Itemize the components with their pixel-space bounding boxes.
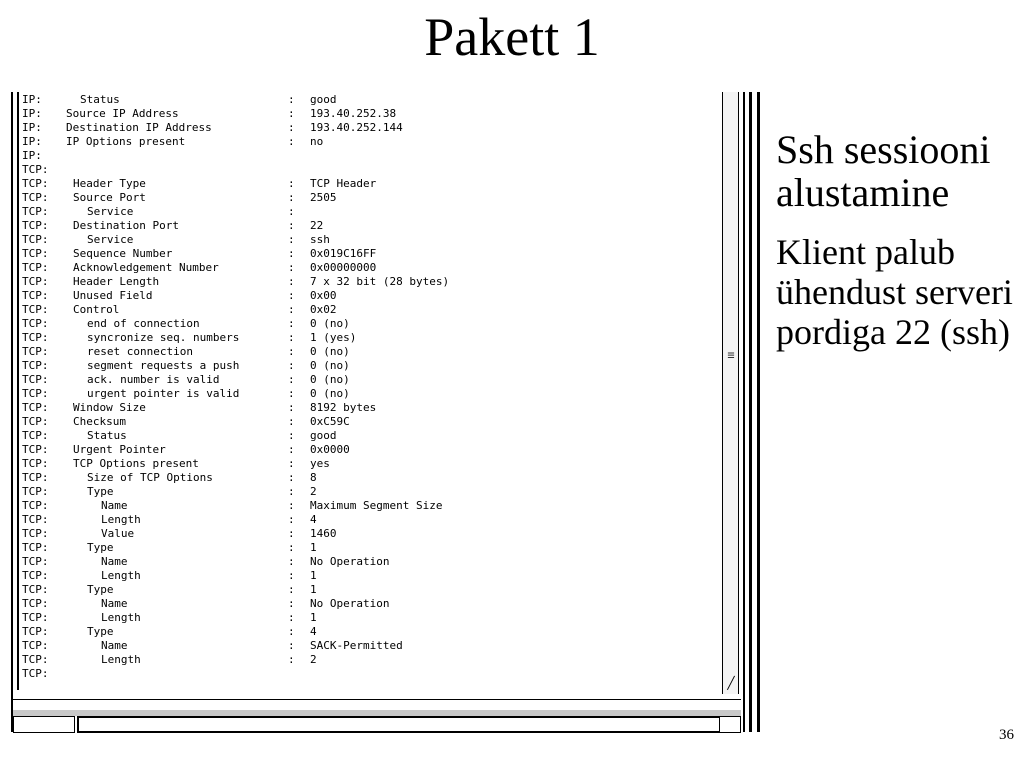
packet-row-field: Header Length (73, 275, 160, 288)
packet-row[interactable] (22, 597, 719, 611)
packet-row[interactable] (22, 667, 719, 681)
packet-row-layer: TCP: (22, 667, 49, 680)
packet-row-field: segment requests a push (87, 359, 240, 372)
packet-row-layer: TCP: (22, 443, 49, 456)
packet-row-field: Window Size (73, 401, 146, 414)
packet-row[interactable] (22, 303, 719, 317)
packet-row-layer: TCP: (22, 177, 49, 190)
packet-row-field: Urgent Pointer (73, 443, 166, 456)
packet-row-layer: TCP: (22, 345, 49, 358)
packet-row-separator: : (288, 135, 295, 148)
packet-row-field: Length (101, 611, 141, 624)
packet-row-separator: : (288, 177, 295, 190)
packet-row-separator: : (288, 429, 295, 442)
packet-row-field: IP Options present (66, 135, 186, 148)
packet-row[interactable] (22, 247, 719, 261)
packet-row-value: 0 (no) (310, 373, 350, 386)
packet-row-field: urgent pointer is valid (87, 387, 240, 400)
packet-row-layer: TCP: (22, 639, 49, 652)
packet-row-layer: TCP: (22, 331, 49, 344)
packet-row[interactable] (22, 107, 719, 121)
packet-row[interactable] (22, 625, 719, 639)
packet-row-field: Status (87, 429, 127, 442)
page-number: 36 (999, 727, 1014, 743)
packet-row[interactable] (22, 205, 719, 219)
packet-row[interactable] (22, 149, 719, 163)
packet-row-layer: IP: (22, 149, 42, 162)
packet-row-layer: TCP: (22, 359, 49, 372)
packet-row-field: Destination IP Address (66, 121, 212, 134)
packet-row-field: Source Port (73, 191, 146, 204)
packet-row-separator: : (288, 569, 295, 582)
packet-row-separator: : (288, 401, 295, 414)
packet-row-separator: : (288, 555, 295, 568)
status-field-main[interactable] (77, 716, 741, 733)
packet-row-separator: : (288, 653, 295, 666)
packet-row[interactable] (22, 415, 719, 429)
packet-row-value: 0x00 (310, 289, 337, 302)
packet-row-layer: TCP: (22, 597, 49, 610)
packet-row[interactable] (22, 513, 719, 527)
packet-row-separator: : (288, 457, 295, 470)
packet-row[interactable] (22, 611, 719, 625)
packet-row-layer: TCP: (22, 611, 49, 624)
packet-row-layer: TCP: (22, 555, 49, 568)
packet-row-layer: TCP: (22, 401, 49, 414)
packet-row-field: end of connection (87, 317, 200, 330)
packet-row-field: Length (101, 653, 141, 666)
packet-row-layer: TCP: (22, 219, 49, 232)
packet-row-separator: : (288, 639, 295, 652)
packet-row-field: Type (87, 485, 114, 498)
side-heading: Ssh sessiooni alustamine (776, 127, 991, 215)
packet-row-field: Source IP Address (66, 107, 179, 120)
packet-row-value: 22 (310, 219, 324, 232)
packet-row-value: 1 (yes) (310, 331, 357, 344)
packet-row-value: 1460 (310, 527, 337, 540)
packet-row-layer: TCP: (22, 373, 49, 386)
packet-row-value: No Operation (310, 555, 390, 568)
packet-row[interactable] (22, 387, 719, 401)
packet-row[interactable] (22, 177, 719, 191)
packet-row-separator: : (288, 415, 295, 428)
status-field-left[interactable] (13, 716, 75, 733)
packet-row-field: Service (87, 233, 134, 246)
packet-row-value: 2 (310, 485, 317, 498)
packet-row-separator: : (288, 275, 295, 288)
packet-row-value: 1 (310, 611, 317, 624)
packet-row-layer: TCP: (22, 247, 49, 260)
packet-row-value: good (310, 93, 337, 106)
packet-row-field: Header Type (73, 177, 146, 190)
packet-row-separator: : (288, 261, 295, 274)
packet-row-layer: TCP: (22, 513, 49, 526)
packet-row-separator: : (288, 373, 295, 386)
packet-row-separator: : (288, 317, 295, 330)
packet-decoder-window (11, 92, 762, 732)
packet-row-layer: TCP: (22, 191, 49, 204)
packet-row-value: good (310, 429, 337, 442)
packet-row-value: 0 (no) (310, 345, 350, 358)
packet-row-field: Name (101, 597, 128, 610)
packet-row[interactable] (22, 93, 719, 107)
packet-row-value: 8192 bytes (310, 401, 377, 414)
packet-row-separator: : (288, 205, 295, 218)
packet-row-value: 7 x 32 bit (28 bytes) (310, 275, 450, 288)
packet-row-layer: TCP: (22, 541, 49, 554)
slide-notes (776, 128, 1016, 352)
packet-row-layer: TCP: (22, 163, 49, 176)
packet-row-value: Maximum Segment Size (310, 499, 443, 512)
packet-row-value: 0 (no) (310, 359, 350, 372)
packet-row-layer: IP: (22, 135, 42, 148)
packet-row[interactable] (22, 443, 719, 457)
packet-row-value: 0 (no) (310, 387, 350, 400)
packet-row-separator: : (288, 527, 295, 540)
packet-row-layer: TCP: (22, 457, 49, 470)
packet-row-field: Name (101, 499, 128, 512)
packet-row-value: 2505 (310, 191, 337, 204)
packet-row-value: 1 (310, 569, 317, 582)
packet-row-layer: TCP: (22, 387, 49, 400)
packet-row[interactable] (22, 471, 719, 485)
packet-row[interactable] (22, 555, 719, 569)
packet-row-field: TCP Options present (73, 457, 199, 470)
packet-row-value: ssh (310, 233, 330, 246)
packet-row-separator: : (288, 443, 295, 456)
packet-detail-pane[interactable] (22, 92, 719, 688)
packet-row-layer: TCP: (22, 429, 49, 442)
packet-row-separator: : (288, 583, 295, 596)
packet-row-value: 193.40.252.38 (310, 107, 397, 120)
packet-row-separator: : (288, 471, 295, 484)
packet-row-field: ack. number is valid (87, 373, 220, 386)
packet-row-field: Checksum (73, 415, 126, 428)
packet-row-field: Service (87, 205, 134, 218)
packet-row[interactable] (22, 289, 719, 303)
packet-row[interactable] (22, 317, 719, 331)
packet-row[interactable] (22, 639, 719, 653)
packet-row-separator: : (288, 303, 295, 316)
packet-row[interactable] (22, 457, 719, 471)
packet-row-layer: IP: (22, 93, 42, 106)
packet-row-layer: TCP: (22, 303, 49, 316)
status-field-right[interactable] (719, 716, 741, 733)
packet-row-layer: TCP: (22, 625, 49, 638)
packet-row-separator: : (288, 93, 295, 106)
packet-row-field: syncronize seq. numbers (87, 331, 240, 344)
packet-row[interactable] (22, 583, 719, 597)
packet-row-separator: : (288, 191, 295, 204)
packet-row-field: Type (87, 583, 114, 596)
packet-row-separator: : (288, 541, 295, 554)
packet-row-separator: : (288, 121, 295, 134)
packet-row[interactable] (22, 261, 719, 275)
packet-row-field: Sequence Number (73, 247, 173, 260)
window-frame-right-2 (749, 92, 752, 732)
packet-row-value: 0x00000000 (310, 261, 377, 274)
slide-title: Pakett 1 (424, 7, 600, 67)
packet-row-field: Unused Field (73, 289, 153, 302)
packet-row[interactable] (22, 275, 719, 289)
packet-row-value: yes (310, 457, 330, 470)
packet-row-layer: TCP: (22, 471, 49, 484)
packet-row-field: Name (101, 639, 128, 652)
packet-row-layer: TCP: (22, 233, 49, 246)
packet-row-separator: : (288, 359, 295, 372)
packet-row-field: Acknowledgement Number (73, 261, 219, 274)
packet-row-layer: TCP: (22, 205, 49, 218)
packet-row-value: 0 (no) (310, 317, 350, 330)
packet-row-separator: : (288, 289, 295, 302)
packet-row-value: 193.40.252.144 (310, 121, 403, 134)
packet-row[interactable] (22, 163, 719, 177)
packet-row-separator: : (288, 107, 295, 120)
packet-row-layer: IP: (22, 121, 42, 134)
packet-row-value: 8 (310, 471, 317, 484)
packet-row-separator: : (288, 387, 295, 400)
scroll-grip-icon[interactable]: ≡ (727, 348, 735, 362)
packet-row[interactable] (22, 219, 719, 233)
packet-row-field: Length (101, 513, 141, 526)
packet-row[interactable] (22, 191, 719, 205)
packet-row-value: 2 (310, 653, 317, 666)
packet-row[interactable] (22, 359, 719, 373)
packet-row-separator: : (288, 499, 295, 512)
packet-row[interactable] (22, 135, 719, 149)
window-frame-right-3 (757, 92, 760, 732)
window-frame-left-inner (17, 92, 19, 690)
packet-row-separator: : (288, 485, 295, 498)
packet-row-layer: TCP: (22, 485, 49, 498)
packet-row-field: Length (101, 569, 141, 582)
packet-row[interactable] (22, 653, 719, 667)
packet-row-layer: TCP: (22, 289, 49, 302)
packet-row-separator: : (288, 219, 295, 232)
packet-row-layer: TCP: (22, 653, 49, 666)
packet-row-separator: : (288, 247, 295, 260)
packet-row[interactable] (22, 331, 719, 345)
packet-row-separator: : (288, 331, 295, 344)
packet-row-layer: TCP: (22, 261, 49, 274)
packet-row-field: Name (101, 555, 128, 568)
packet-row[interactable] (22, 485, 719, 499)
packet-row-field: reset connection (87, 345, 193, 358)
window-frame-right (743, 92, 745, 732)
window-frame-left (11, 92, 13, 732)
packet-row-layer: TCP: (22, 317, 49, 330)
packet-row-separator: : (288, 625, 295, 638)
packet-row[interactable] (22, 233, 719, 247)
packet-row-layer: IP: (22, 107, 42, 120)
side-text: Klient palub ühendust serveri pordiga 22 (ssh) (776, 232, 1013, 352)
packet-row-value: no (310, 135, 324, 148)
packet-row-field: Destination Port (73, 219, 179, 232)
vertical-scrollbar[interactable] (722, 92, 739, 694)
packet-row-layer: TCP: (22, 569, 49, 582)
scroll-down-arrow-icon[interactable]: ╱ (727, 676, 735, 690)
packet-row-separator: : (288, 611, 295, 624)
packet-row[interactable] (22, 373, 719, 387)
packet-row-field: Type (87, 625, 114, 638)
packet-row-layer: TCP: (22, 583, 49, 596)
packet-row-value: 0x0000 (310, 443, 350, 456)
packet-row-value: 4 (310, 625, 317, 638)
packet-row[interactable] (22, 121, 719, 135)
packet-row[interactable] (22, 401, 719, 415)
packet-row-separator: : (288, 233, 295, 246)
packet-row-value: 0xC59C (310, 415, 350, 428)
packet-row-layer: TCP: (22, 499, 49, 512)
packet-row-field: Status (80, 93, 120, 106)
packet-row-field: Type (87, 541, 114, 554)
packet-row-value: TCP Header (310, 177, 377, 190)
packet-row[interactable] (22, 345, 719, 359)
packet-row-value: SACK-Permitted (310, 639, 403, 652)
packet-row-separator: : (288, 597, 295, 610)
packet-row[interactable] (22, 527, 719, 541)
packet-row-field: Control (73, 303, 120, 316)
packet-row-field: Value (101, 527, 135, 540)
packet-row[interactable] (22, 541, 719, 555)
packet-row-value: No Operation (310, 597, 390, 610)
packet-row[interactable] (22, 569, 719, 583)
packet-row-field: Size of TCP Options (87, 471, 213, 484)
packet-row-value: 1 (310, 583, 317, 596)
packet-field-list (22, 93, 719, 681)
status-bar (13, 699, 741, 732)
packet-row-layer: TCP: (22, 415, 49, 428)
packet-row-layer: TCP: (22, 275, 49, 288)
packet-row-separator: : (288, 513, 295, 526)
packet-row-value: 0x019C16FF (310, 247, 377, 260)
packet-row-value: 4 (310, 513, 317, 526)
packet-row[interactable] (22, 499, 719, 513)
packet-row-value: 1 (310, 541, 317, 554)
packet-row[interactable] (22, 429, 719, 443)
packet-row-separator: : (288, 345, 295, 358)
packet-row-value: 0x02 (310, 303, 337, 316)
packet-row-layer: TCP: (22, 527, 49, 540)
